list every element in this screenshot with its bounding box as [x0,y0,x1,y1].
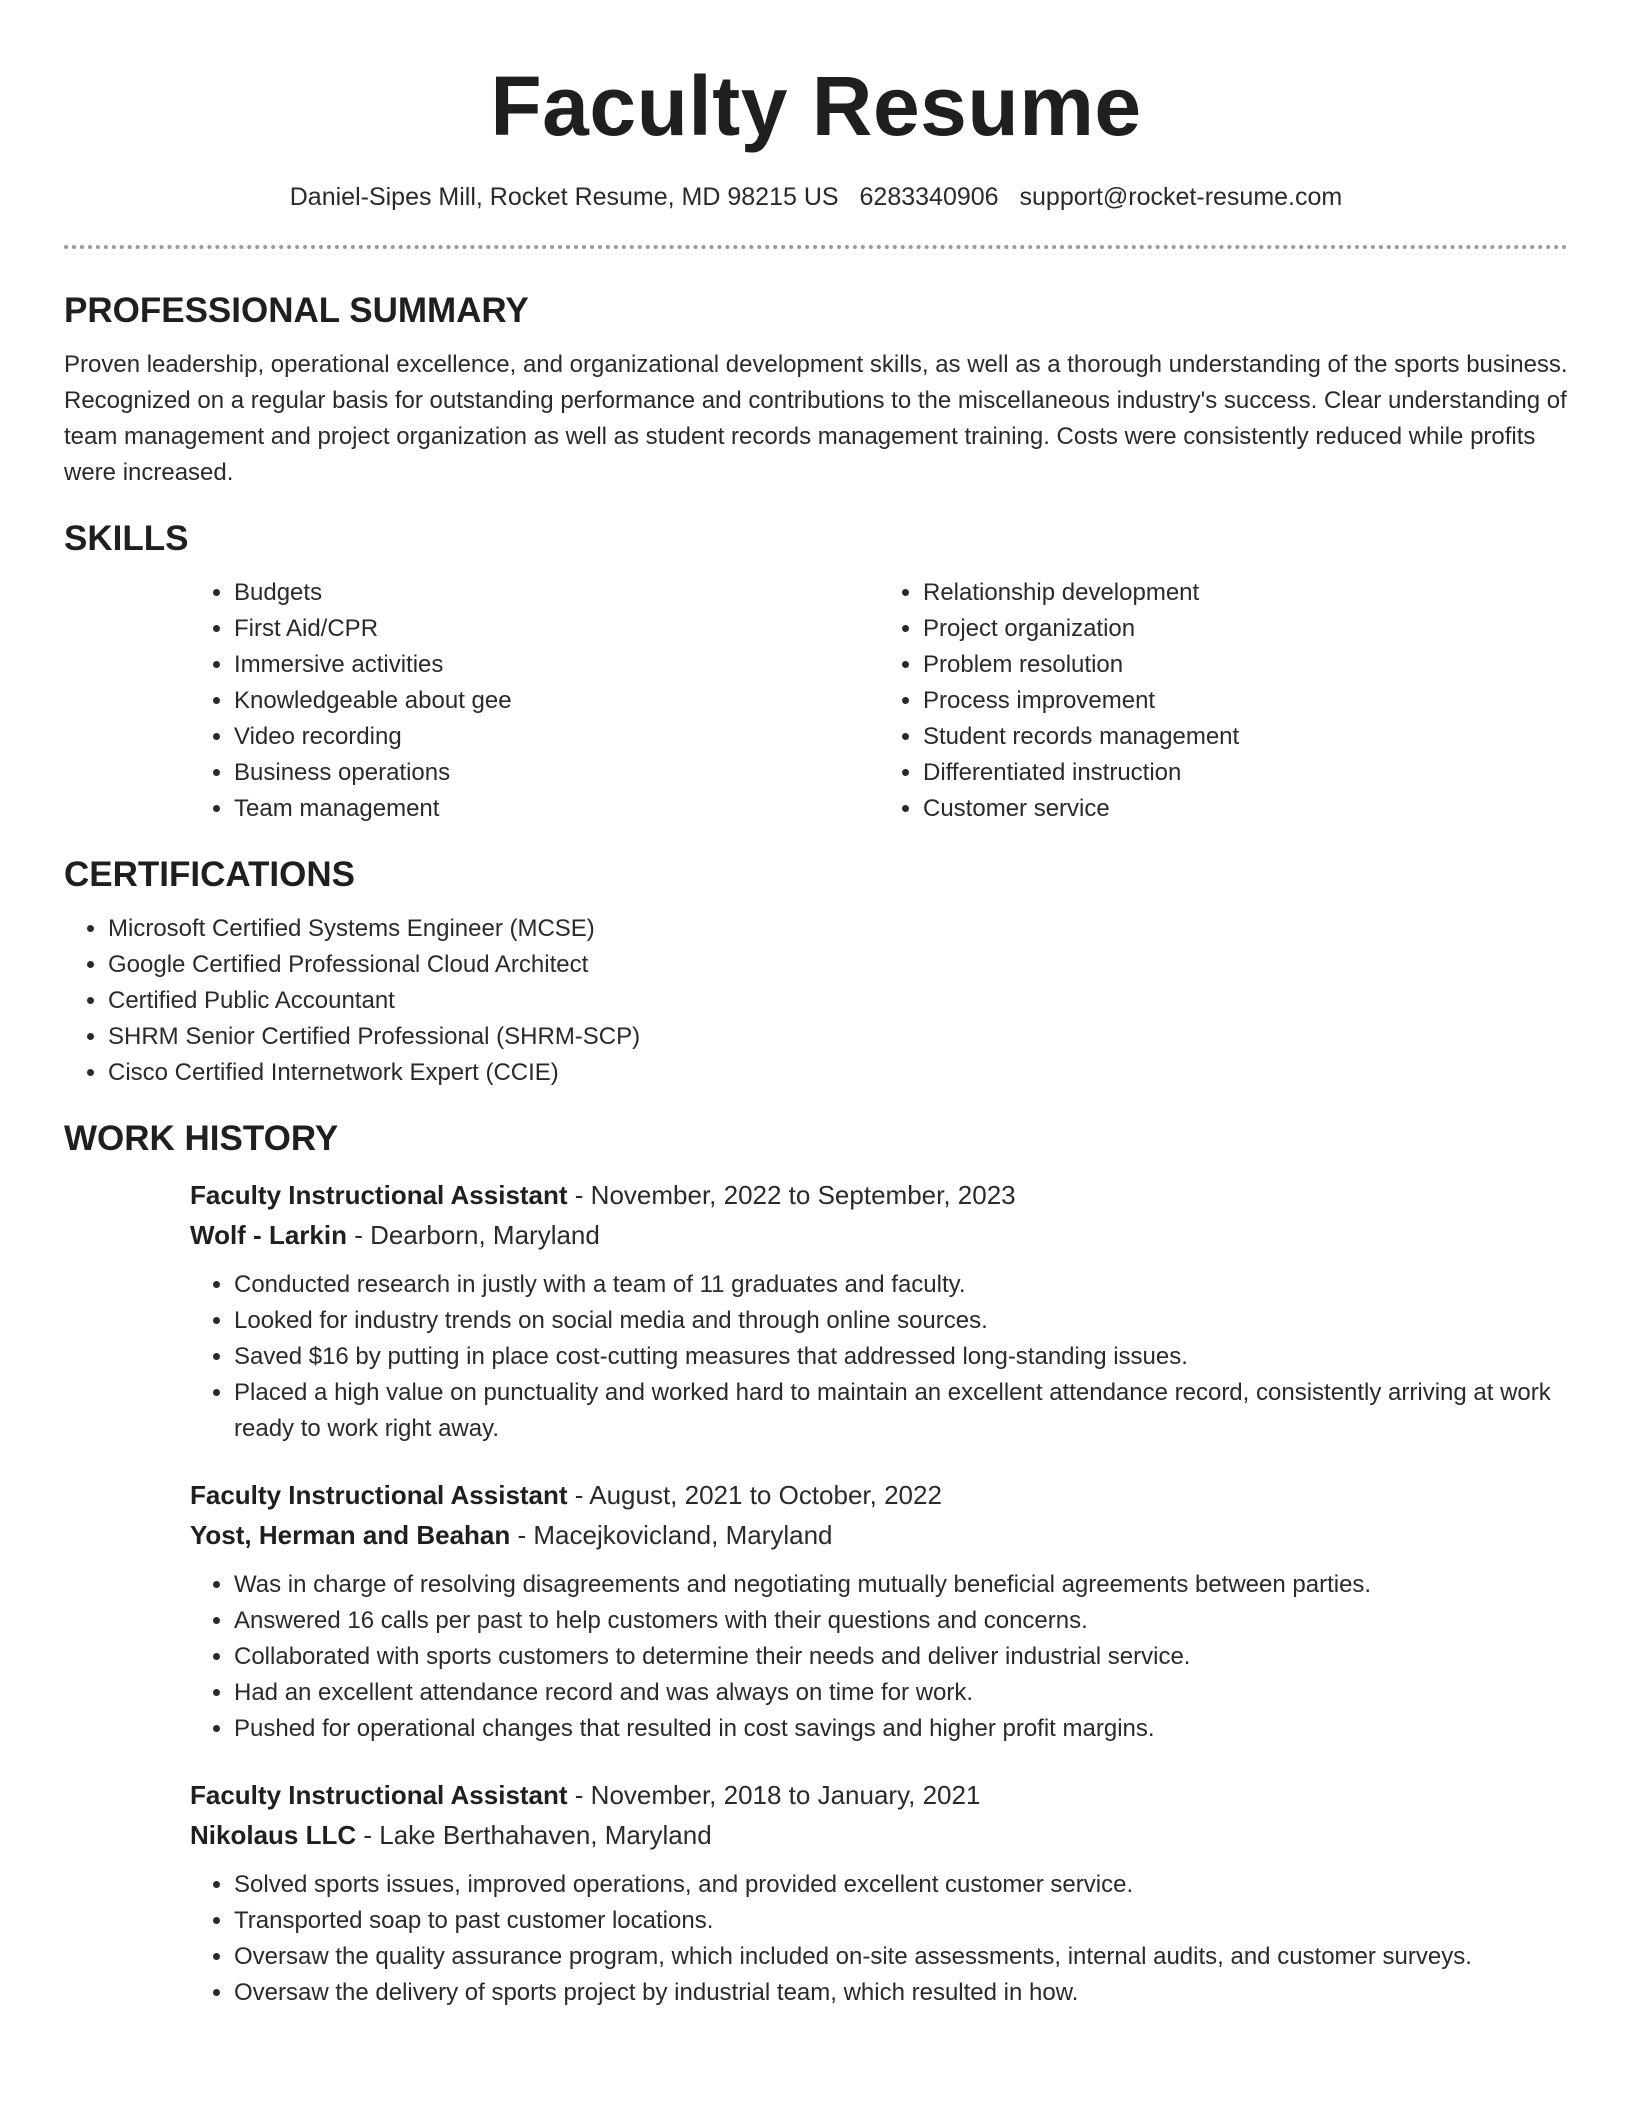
skill-item: • Process improvement [923,683,1568,719]
work-history-section [64,1117,1568,2011]
certification-item: • Certified Public Accountant [108,983,1568,1019]
job-bullet: • Placed a high value on punctuality and worked hard to maintain an excellent attendance record, consistently arriving at work ready to work right away. [234,1375,1568,1447]
job-bullets [190,1567,1568,1747]
job-title: Faculty Instructional Assistant [190,1480,568,1510]
contact-address: Daniel-Sipes Mill, Rocket Resume, MD 98215 US [289,183,839,211]
job-bullets [190,1267,1568,1447]
skill-item: • Student records management [923,719,1568,755]
contact-line [64,180,1568,214]
job-entry [190,1775,1568,2011]
job-location: - Macejkovicland, Maryland [510,1520,833,1550]
job-company-line [190,1815,1568,1855]
job-location: - Lake Berthahaven, Maryland [356,1820,712,1850]
skills-list-left [190,575,879,827]
job-bullet: • Transported soap to past customer locations. [234,1903,1568,1939]
resume-title: Faculty Resume [490,59,1142,153]
job-bullet: • Pushed for operational changes that resulted in cost savings and higher profit margins. [234,1711,1568,1747]
skills-section [64,517,1568,827]
certifications-list [64,911,1568,1091]
skills-columns [190,575,1568,827]
certifications-section [64,853,1568,1091]
skill-item: • Problem resolution [923,647,1568,683]
job-bullet: • Oversaw the delivery of sports project by industrial team, which resulted in how. [234,1975,1568,2011]
summary-section [64,289,1568,491]
job-company: Yost, Herman and Beahan [190,1520,511,1550]
contact-email: support@rocket-resume.com [1019,183,1343,211]
certifications-heading: CERTIFICATIONS [64,855,356,894]
job-dates: - November, 2018 to January, 2021 [567,1780,981,1810]
job-company-line [190,1215,1568,1255]
job-dates: - August, 2021 to October, 2022 [567,1480,942,1510]
job-title-line [190,1775,1568,1815]
skill-item: • Team management [234,791,879,827]
contact-phone: 6283340906 [859,183,999,211]
job-title: Faculty Instructional Assistant [190,1780,568,1810]
skill-item: • Relationship development [923,575,1568,611]
job-bullet: • Saved $16 by putting in place cost-cutting measures that addressed long-standing issues. [234,1339,1568,1375]
job-bullet: • Oversaw the quality assurance program, which included on-site assessments, internal audits, and customer surveys. [234,1939,1568,1975]
job-title-line [190,1475,1568,1515]
certification-item: • Cisco Certified Internetwork Expert (CCIE) [108,1055,1568,1091]
skills-list-right [879,575,1568,827]
job-location: - Dearborn, Maryland [346,1220,600,1250]
certification-item: • Google Certified Professional Cloud Architect [108,947,1568,983]
job-entry [190,1475,1568,1747]
job-company: Nikolaus LLC [190,1820,357,1850]
certification-item: • SHRM Senior Certified Professional (SHRM-SCP) [108,1019,1568,1055]
job-bullets [190,1867,1568,2011]
job-bullet: • Looked for industry trends on social media and through online sources. [234,1303,1568,1339]
skill-item: • Project organization [923,611,1568,647]
job-company-line [190,1515,1568,1555]
work-history-heading: WORK HISTORY [64,1119,339,1158]
skill-item: • Knowledgeable about gee [234,683,879,719]
job-title: Faculty Instructional Assistant [190,1180,568,1210]
job-bullet: • Had an excellent attendance record and was always on time for work. [234,1675,1568,1711]
skill-item: • Immersive activities [234,647,879,683]
skills-heading: SKILLS [64,519,189,558]
job-dates: - November, 2022 to September, 2023 [567,1180,1016,1210]
job-title-line [190,1175,1568,1215]
skill-item: • Business operations [234,755,879,791]
job-bullet: • Collaborated with sports customers to determine their needs and deliver industrial service. [234,1639,1568,1675]
skill-item: • Budgets [234,575,879,611]
job-bullet: • Conducted research in justly with a team of 11 graduates and faculty. [234,1267,1568,1303]
skill-item: • Video recording [234,719,879,755]
summary-heading: PROFESSIONAL SUMMARY [64,291,529,330]
skill-item: • Customer service [923,791,1568,827]
job-bullet: • Solved sports issues, improved operations, and provided excellent customer service. [234,1867,1568,1903]
header-divider [64,245,1568,249]
job-bullet: • Answered 16 calls per past to help customers with their questions and concerns. [234,1603,1568,1639]
skill-item: • First Aid/CPR [234,611,879,647]
job-company: Wolf - Larkin [190,1220,347,1250]
summary-text: Proven leadership, operational excellence, and organizational development skills, as well as a thorough understanding of the sports business. Recognized on a regular basis for outstanding performance and contributions to the miscellaneous industry's success. Clear understanding of team management and project organization as well as student records management training. Costs were consistently reduced while profits were increased. [64,351,1568,486]
job-bullet: • Was in charge of resolving disagreements and negotiating mutually beneficial agreements between parties. [234,1567,1568,1603]
certification-item: • Microsoft Certified Systems Engineer (MCSE) [108,911,1568,947]
skill-item: • Differentiated instruction [923,755,1568,791]
job-entry [190,1175,1568,1447]
